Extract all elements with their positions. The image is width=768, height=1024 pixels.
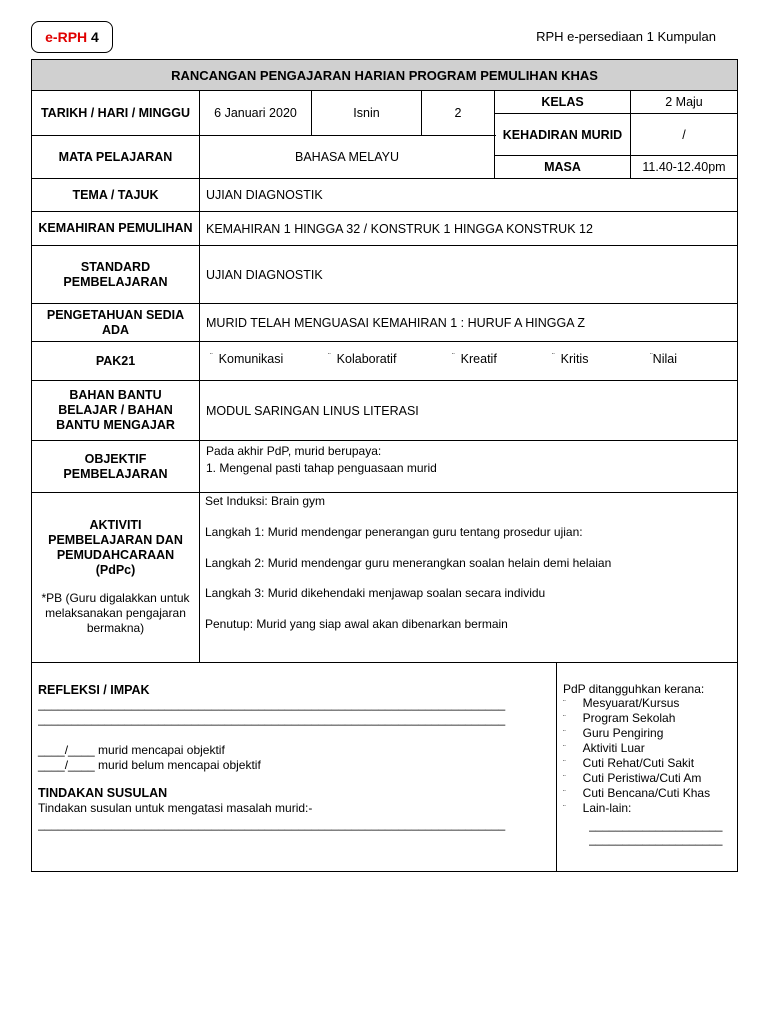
checkbox-icon: ¨: [210, 352, 213, 361]
kemahiran-label: KEMAHIRAN PEMULIHAN: [38, 221, 193, 235]
checkbox-icon: ¨: [552, 352, 555, 361]
divider: [31, 492, 738, 493]
aktiviti-step: Set Induksi: Brain gym: [205, 494, 326, 508]
masa-value: 11.40-12.40pm: [642, 160, 726, 174]
tangguh-item: ¨ Lain-lain:: [563, 801, 632, 815]
checkbox-icon: ¨: [452, 352, 455, 361]
checkbox-icon: ¨: [328, 352, 331, 361]
refleksi-label: REFLEKSI / IMPAK: [38, 683, 150, 697]
tangguh-item: ¨ Guru Pengiring: [563, 726, 664, 740]
badge-prefix: e-RPH: [45, 29, 88, 45]
aktiviti-step: Langkah 3: Murid dikehendaki menjawap soalan secara individu: [205, 586, 546, 600]
tangguh-item: ¨ Cuti Rehat/Cuti Sakit: [563, 756, 695, 770]
kehadiran-label: KEHADIRAN MURID: [502, 127, 623, 142]
objektif-item: 1. Mengenal pasti tahap penguasaan murid: [206, 461, 437, 475]
tema-value: UJIAN DIAGNOSTIK: [206, 188, 323, 202]
pak21-option-kritis: ¨ Kritis: [552, 352, 589, 366]
checkbox-icon: ¨: [563, 699, 566, 708]
tarikh-week: 2: [454, 106, 462, 120]
mata-pelajaran-value: BAHASA MELAYU: [295, 150, 399, 164]
pak21-option-komunikasi: ¨ Komunikasi: [210, 352, 284, 366]
pak21-option-nilai: ¨Nilai: [650, 352, 677, 366]
tangguh-item: ¨ Mesyuarat/Kursus: [563, 696, 680, 710]
tangguh-item: ¨ Program Sekolah: [563, 711, 676, 725]
badge-number: 4: [91, 29, 99, 45]
pengetahuan-value: MURID TELAH MENGUASAI KEMAHIRAN 1 : HURUF A HINGGA Z: [206, 315, 585, 330]
standard-label: STANDARD PEMBELAJARAN: [63, 259, 168, 289]
checkbox-icon: ¨: [563, 744, 566, 753]
checkbox-icon: ¨: [563, 774, 566, 783]
objektif-intro: Pada akhir PdP, murid berupaya:: [206, 444, 382, 458]
aktiviti-step: Langkah 2: Murid mendengar guru menerangkan soalan helain demi helaian: [205, 556, 612, 570]
tarikh-date: 6 Januari 2020: [214, 106, 297, 120]
aktiviti-step: Langkah 1: Murid mendengar penerangan guru tentang prosedur ujian:: [205, 525, 583, 539]
tema-label: TEMA / TAJUK: [72, 187, 159, 202]
pengetahuan-label: PENGETAHUAN SEDIA ADA: [46, 307, 185, 337]
form-title: RANCANGAN PENGAJARAN HARIAN PROGRAM PEMULIHAN KHAS: [32, 60, 737, 90]
objektif-label: OBJEKTIF PEMBELAJARAN: [63, 451, 168, 481]
aktiviti-note: *PB (Guru digalakkan untuk melaksanakan pengajaran bermakna): [41, 591, 190, 635]
tindakan-rule: ______________________________________________________________________: [38, 817, 506, 831]
checkbox-icon: ¨: [563, 789, 566, 798]
tangguh-item: ¨ Cuti Peristiwa/Cuti Am: [563, 771, 702, 785]
refleksi-rule: ______________________________________________________________________: [38, 697, 506, 711]
aktiviti-label: AKTIVITI PEMBELAJARAN DAN PEMUDAHCARAAN (PdPc): [48, 518, 183, 577]
checkbox-icon: ¨: [563, 729, 566, 738]
kehadiran-value: /: [682, 127, 686, 142]
tangguh-item: ¨ Cuti Bencana/Cuti Khas: [563, 786, 711, 800]
tangguh-item: ¨ Aktiviti Luar: [563, 741, 645, 755]
bahan-value: MODUL SARINGAN LINUS LITERASI: [206, 403, 419, 418]
kemahiran-value: KEMAHIRAN 1 HINGGA 32 / KONSTRUK 1 HINGGA KONSTRUK 12: [206, 221, 593, 236]
tindakan-label: TINDAKAN SUSULAN: [38, 786, 168, 800]
mata-pelajaran-label: MATA PELAJARAN: [58, 149, 173, 164]
checkbox-icon: ¨: [650, 352, 653, 361]
bahan-label: BAHAN BANTU BELAJAR / BAHAN BANTU MENGAJAR: [56, 388, 175, 432]
pak21-option-kreatif: ¨ Kreatif: [452, 352, 497, 366]
checkbox-icon: ¨: [563, 804, 566, 813]
tangguh-list: [563, 696, 710, 816]
divider: [31, 662, 738, 663]
tarikh-label: TARIKH / HARI / MINGGU: [40, 105, 191, 120]
kelas-value: 2 Maju: [665, 95, 703, 109]
tangguh-rule: ____________________: [589, 832, 723, 846]
refleksi-achieved: ____/____ murid mencapai objektif: [38, 743, 225, 757]
aktiviti-step: Penutup: Murid yang siap awal akan dibenarkan bermain: [205, 617, 508, 631]
checkbox-icon: ¨: [563, 759, 566, 768]
tangguh-label: PdP ditangguhkan kerana:: [563, 682, 705, 696]
kelas-label: KELAS: [541, 95, 584, 109]
standard-value: UJIAN DIAGNOSTIK: [206, 267, 323, 282]
refleksi-not-achieved: ____/____ murid belum mencapai objektif: [38, 758, 261, 772]
header-right-text: RPH e-persediaan 1 Kumpulan: [536, 29, 716, 44]
tarikh-day: Isnin: [353, 106, 380, 120]
refleksi-rule: ______________________________________________________________________: [38, 712, 506, 726]
pak21-label: PAK21: [95, 353, 136, 368]
divider: [556, 662, 557, 872]
pak21-option-kolaboratif: ¨ Kolaboratif: [328, 352, 397, 366]
erph-badge: [31, 21, 113, 53]
tangguh-rule: ____________________: [589, 818, 723, 832]
masa-label: MASA: [544, 160, 581, 174]
tindakan-text: Tindakan susulan untuk mengatasi masalah murid:-: [38, 801, 313, 815]
checkbox-icon: ¨: [563, 714, 566, 723]
